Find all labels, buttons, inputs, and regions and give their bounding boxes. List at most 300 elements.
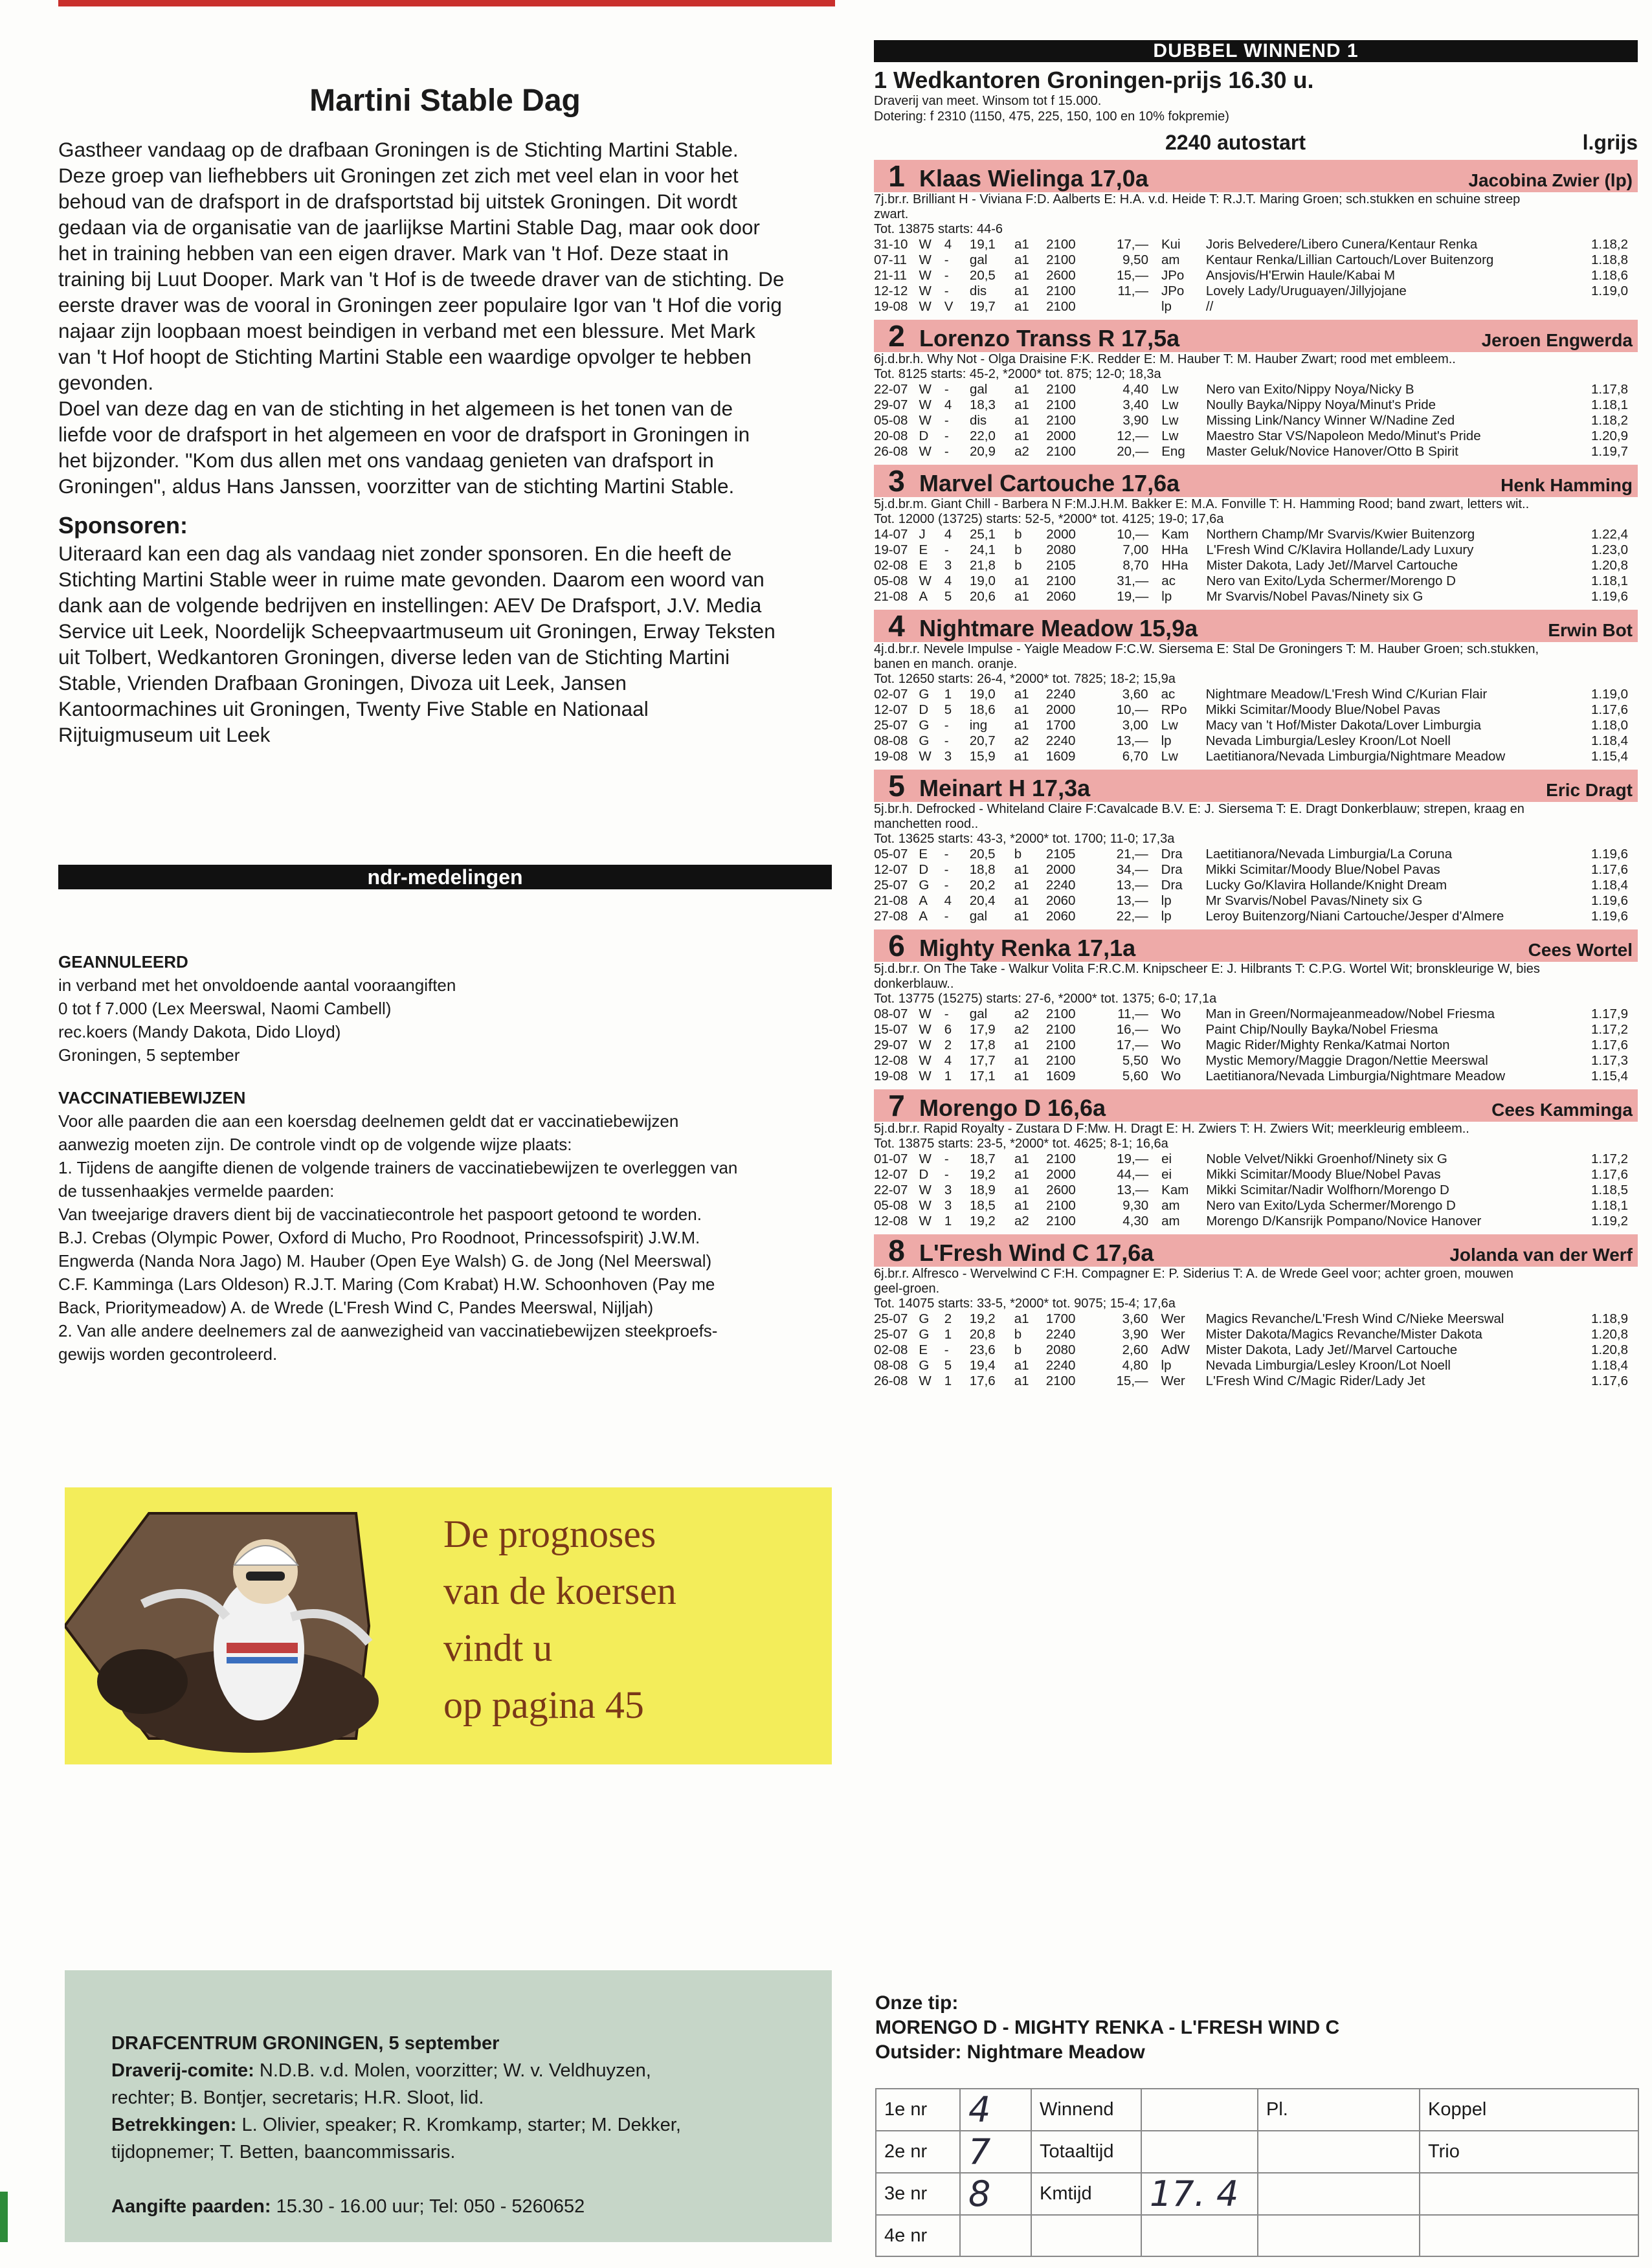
horse-name: Nightmare Meadow 15,9a [919, 615, 1198, 641]
horse-pedigree: manchetten rood.. [874, 817, 979, 831]
form-cell: 19,— [1117, 1151, 1149, 1166]
form-cell: a1 [1014, 862, 1029, 877]
form-cell: 1.18,1 [1591, 1198, 1628, 1213]
form-cell: 2060 [1045, 909, 1076, 924]
form-cell: W [919, 1198, 932, 1213]
race-column [874, 40, 1638, 1394]
form-cell: a1 [1014, 1373, 1029, 1388]
form-row [874, 299, 1628, 315]
form-row [874, 573, 1628, 589]
handwritten-entry[interactable]: 17. 4 [1141, 2173, 1258, 2215]
form-cell: Kui [1161, 237, 1181, 252]
form-cell: 02-08 [874, 558, 908, 573]
horse-name: Morengo D 16,6a [919, 1095, 1106, 1121]
form-cell: 1 [944, 687, 952, 702]
form-cell: 1.22,4 [1591, 527, 1628, 542]
form-cell: 17,6 [969, 1373, 996, 1388]
form-cell: 31-10 [874, 237, 908, 252]
handwritten-entry[interactable] [1141, 2215, 1258, 2256]
form-cell: 17,— [1116, 1038, 1148, 1052]
form-cell: gal [969, 382, 988, 397]
form-cell: a1 [1014, 268, 1029, 283]
form-cell: W [919, 1022, 932, 1037]
form-cell: 2000 [1045, 702, 1076, 717]
form-cell: 1609 [1045, 749, 1076, 764]
form-cell: lp [1161, 909, 1172, 924]
form-cell: Macy van 't Hof/Mister Dakota/Lover Limburgia [1205, 718, 1482, 733]
vaccination-line: B.J. Crebas (Olympic Power, Oxford di Mucho, Pro Roodnoot, Princessofspirit) J.W.M. [58, 1228, 700, 1247]
info-comite: Draverij-comite: N.D.B. v.d. Molen, voorzitter; W. v. Veldhuyzen, rechter; B. Bontjer, secretaris; H.R. Sloot, lid. [111, 2060, 651, 2108]
form-cell: 4,30 [1122, 1214, 1149, 1228]
form-cell: 2240 [1045, 733, 1076, 748]
handwritten-entry[interactable]: 4 [960, 2089, 1031, 2131]
vaccination-line: Back, Prioritymeadow) A. de Wrede (L'Fresh Wind C, Pandes Meerswal, Nijljah) [58, 1298, 654, 1317]
form-cell: G [919, 687, 930, 702]
grid-cell[interactable] [1258, 2173, 1420, 2215]
grid-cell[interactable]: Totaaltijd [1031, 2131, 1141, 2173]
form-cell: 1609 [1045, 1069, 1076, 1084]
horse-header [874, 1234, 1638, 1267]
form-cell: a1 [1014, 1038, 1029, 1052]
form-cell: 24,1 [969, 542, 996, 557]
form-cell: 20-08 [874, 428, 908, 443]
form-cell: a1 [1014, 749, 1029, 764]
form-cell: a1 [1014, 702, 1029, 717]
form-cell: HHa [1161, 558, 1189, 573]
form-cell: Maestro Star VS/Napoleon Medo/Minut's Pride [1206, 428, 1481, 443]
form-cell: Mystic Memory/Maggie Dragon/Nettie Meerswal [1205, 1053, 1488, 1068]
form-cell: 18,6 [969, 702, 996, 717]
form-cell: 13,— [1116, 733, 1148, 748]
form-cell: 1.18,2 [1591, 413, 1628, 428]
form-cell: A [919, 909, 928, 924]
form-cell: 5 [944, 1358, 952, 1373]
form-cell: W [919, 382, 932, 397]
form-cell: 2105 [1046, 558, 1076, 573]
intro-line: Doel van deze dag en van de stichting in het algemeen is het tonen van de [58, 397, 733, 420]
form-cell: 12-07 [874, 862, 908, 877]
horse-form-table [874, 237, 1628, 315]
form-cell: 25-07 [874, 718, 908, 733]
horse-pedigree: zwart. [874, 207, 909, 221]
form-cell: 1.20,9 [1591, 428, 1628, 443]
form-cell: Paint Chip/Noully Bayka/Nobel Friesma [1205, 1022, 1438, 1037]
form-cell: 1.18,1 [1591, 397, 1628, 412]
form-cell: Wer [1161, 1327, 1185, 1342]
form-cell: 2100 [1045, 1038, 1076, 1052]
form-cell: V [944, 299, 954, 314]
handwritten-entry[interactable]: 7 [960, 2131, 1031, 2173]
form-cell: a1 [1014, 893, 1029, 908]
form-cell: - [944, 444, 949, 459]
horse-pedigree: Tot. 13875 starts: 44-6 [874, 222, 1003, 236]
grid-cell[interactable] [1420, 2173, 1638, 2215]
form-cell: 1.17,6 [1591, 702, 1628, 717]
grid-row [876, 2173, 1638, 2215]
form-cell: gal [969, 252, 988, 267]
form-cell: 3 [944, 749, 952, 764]
form-cell: 2100 [1045, 1053, 1076, 1068]
vaccination-line: Voor alle paarden die aan een koersdag deelnemen geldt dat er vaccinatiebewijzen [58, 1111, 679, 1131]
form-cell: Lovely Lady/Uruguayen/Jillyjojane [1205, 284, 1407, 298]
horse-pedigree: geel-groen. [874, 1282, 940, 1296]
form-cell: a1 [1014, 252, 1029, 267]
form-cell: 2000 [1046, 428, 1076, 443]
form-cell: ei [1161, 1151, 1172, 1166]
form-cell: W [919, 749, 932, 764]
form-cell: 02-07 [874, 687, 908, 702]
form-cell: - [944, 268, 949, 283]
horse-entry [874, 1089, 1638, 1229]
form-cell: 11,— [1117, 284, 1148, 298]
form-cell: 27-08 [874, 909, 908, 924]
form-cell: JPo [1161, 284, 1185, 298]
form-cell: Dra [1161, 878, 1183, 893]
form-cell: 1.18,6 [1591, 268, 1628, 283]
horse-entry [874, 160, 1638, 315]
horse-driver: Jolanda van der Werf [1449, 1245, 1633, 1265]
form-cell: 19,4 [969, 1358, 996, 1373]
race-distance-row [874, 131, 1638, 155]
intro-line: Groningen", aldus Hans Janssen, voorzitter van de stichting Martini Stable. [58, 474, 735, 498]
form-cell: a1 [1014, 1183, 1029, 1197]
handwritten-entry[interactable]: 8 [960, 2173, 1031, 2215]
form-cell: 12-07 [874, 1167, 908, 1182]
form-cell: 2 [944, 1038, 952, 1052]
form-row [874, 1311, 1628, 1327]
form-cell: a2 [1014, 444, 1029, 459]
form-cell: 4 [944, 527, 952, 542]
form-cell: 1.17,3 [1591, 1053, 1628, 1068]
grid-cell[interactable]: 3e nr [876, 2173, 960, 2215]
form-row [874, 1151, 1628, 1167]
form-cell: Nevada Limburgia/Lesley Kroon/Lot Noell [1205, 733, 1451, 748]
form-cell: Wo [1161, 1053, 1181, 1068]
horse-number: 1 [888, 159, 905, 193]
form-cell: 19,— [1117, 589, 1149, 604]
form-cell: 4,40 [1122, 382, 1149, 397]
form-row [874, 268, 1628, 284]
grid-cell[interactable] [1258, 2131, 1420, 2173]
form-cell: 22,0 [969, 428, 996, 443]
handwritten-entry[interactable] [960, 2215, 1031, 2256]
grid-cell[interactable]: Kmtijd [1031, 2173, 1141, 2215]
form-cell: 2080 [1046, 542, 1076, 557]
form-cell: 1.19,6 [1591, 909, 1628, 924]
form-cell: 19-08 [874, 299, 908, 314]
article-title: Martini Stable Dag [309, 83, 581, 118]
intro-line: het in training hebben van een eigen draver. Mark van 't Hof. Deze staat in [58, 241, 729, 265]
grid-cell[interactable]: Koppel [1420, 2089, 1638, 2131]
form-cell: b [1014, 847, 1022, 862]
intro-line: najaar zijn loopbaan moest beindigen in verband met een blessure. Met Mark [58, 319, 755, 342]
form-cell: 1.17,6 [1591, 1038, 1628, 1052]
sponsors-text [58, 540, 832, 748]
form-cell: Nero van Exito/Lyda Schermer/Morengo D [1206, 1198, 1456, 1213]
form-cell: 3,40 [1122, 397, 1149, 412]
horse-pedigree: 5j.d.br.m. Giant Chill - Barbera N F:M.J.H.M. Bakker E: M.A. Fonville T: H. Hamming Rood; band zwart, letters wit.. [874, 497, 1530, 511]
promo-line: op pagina 45 [443, 1684, 644, 1726]
grid-cell[interactable]: 1e nr [876, 2089, 960, 2131]
form-cell: 1.18,4 [1591, 733, 1628, 748]
form-cell: 19-08 [874, 1069, 908, 1084]
tip-picks: MORENGO D - MIGHTY RENKA - L'FRESH WIND C [875, 2017, 1340, 2038]
form-cell: lp [1161, 733, 1172, 748]
horse-pedigree: donkerblauw.. [874, 977, 954, 991]
form-cell: 5,60 [1122, 1069, 1148, 1084]
form-cell: W [919, 1038, 932, 1052]
form-cell: 08-07 [874, 1006, 908, 1021]
form-cell: dis [969, 413, 987, 428]
form-cell: JPo [1161, 268, 1185, 283]
form-cell: Dra [1161, 847, 1183, 862]
form-cell: 3,00 [1122, 718, 1148, 733]
form-cell: W [919, 299, 932, 314]
handwritten-entry[interactable] [1141, 2089, 1258, 2131]
grid-cell[interactable]: Trio [1420, 2131, 1638, 2173]
form-cell: 1 [944, 1327, 952, 1342]
form-cell: a2 [1014, 1006, 1029, 1021]
form-cell: 15,— [1116, 268, 1148, 283]
form-cell: 1700 [1045, 1311, 1076, 1326]
form-cell: 3,90 [1122, 413, 1149, 428]
form-cell: 1.18,0 [1591, 718, 1628, 733]
form-cell: 2240 [1045, 687, 1076, 702]
grid-cell[interactable]: Pl. [1258, 2089, 1420, 2131]
form-cell: 8,70 [1122, 558, 1149, 573]
form-cell [1097, 299, 1161, 315]
form-cell: Missing Link/Nancy Winner W/Nadine Zed [1206, 413, 1455, 428]
horse-pedigree: 6j.d.br.h. Why Not - Olga Draisine F:K. Redder E: M. Hauber T: M. Hauber Zwart; rood met embleem.. [874, 352, 1456, 366]
form-cell: 19,0 [969, 573, 996, 588]
form-cell: a1 [1014, 1311, 1029, 1326]
form-cell: Mr Svarvis/Nobel Pavas/Ninety six G [1206, 589, 1423, 604]
form-cell: D [919, 1167, 929, 1182]
form-cell: 1.17,2 [1591, 1151, 1628, 1166]
form-cell: 1 [944, 1069, 952, 1084]
form-cell: Ansjovis/H'Erwin Haule/Kabai M [1205, 268, 1396, 283]
form-cell: E [919, 558, 928, 573]
form-row [874, 862, 1628, 878]
form-row [874, 237, 1628, 252]
horse-header [874, 1089, 1638, 1122]
form-cell: 12-08 [874, 1214, 908, 1228]
grid-cell[interactable] [1258, 2215, 1420, 2256]
form-cell: Noully Bayka/Nippy Noya/Minut's Pride [1206, 397, 1436, 412]
form-cell: 19-07 [874, 542, 908, 557]
sponsors-line: Uiteraard kan een dag als vandaag niet zonder sponsoren. En die heeft de [58, 542, 732, 565]
form-cell: 44,— [1117, 1167, 1149, 1182]
geannuleerd-heading: GEANNULEERD [58, 952, 188, 972]
form-row [874, 1006, 1628, 1022]
intro-line: gedaan via de organisatie van de jaarlijkse Martini Stable Dag, maar ook door [58, 216, 760, 239]
grid-cell[interactable]: 4e nr [876, 2215, 960, 2256]
form-cell: 29-07 [874, 1038, 908, 1052]
form-cell: 1.20,8 [1591, 1327, 1628, 1342]
form-cell: 1.17,6 [1591, 1373, 1628, 1388]
form-cell: 1.15,4 [1591, 749, 1628, 764]
horse-form-table [874, 847, 1628, 924]
form-cell: a1 [1014, 1198, 1029, 1213]
form-cell: W [919, 1053, 932, 1068]
form-cell: AdW [1161, 1342, 1190, 1357]
form-cell: Mister Dakota, Lady Jet//Marvel Cartouche [1205, 1342, 1458, 1357]
form-cell: G [919, 1311, 930, 1326]
form-row [874, 687, 1628, 702]
sponsors-line: uit Tolbert, Wedkantoren Groningen, diverse leden van de Stichting Martini [58, 645, 730, 669]
form-cell: 19,0 [969, 687, 996, 702]
form-row [874, 1327, 1628, 1342]
grid-cell[interactable] [1420, 2215, 1638, 2256]
form-cell: 5 [944, 589, 952, 604]
info-aangifte: Aangifte paarden: 15.30 - 16.00 uur; Tel: 050 - 5260652 [111, 2196, 585, 2217]
form-cell: - [944, 733, 949, 748]
form-cell: 4 [944, 1053, 952, 1068]
form-cell: W [919, 237, 932, 252]
grid-cell[interactable]: 2e nr [876, 2131, 960, 2173]
form-row [874, 397, 1628, 413]
form-cell: lp [1161, 893, 1172, 908]
form-row [874, 1069, 1628, 1084]
form-cell: 34,— [1116, 862, 1148, 877]
form-cell: 2100 [1045, 1006, 1076, 1021]
vaccination-line: 2. Van alle andere deelnemers zal de aanwezigheid van vaccinatiebewijzen steekproefs- [58, 1321, 718, 1340]
horse-form-table [874, 527, 1628, 605]
intro-line: van 't Hof hoopt de Stichting Martini Stable een waardige opvolger te hebben [58, 345, 752, 368]
form-cell: ac [1161, 687, 1176, 702]
form-row [874, 1358, 1628, 1373]
form-cell: 21-08 [874, 893, 908, 908]
form-cell: a2 [1014, 1214, 1029, 1228]
form-cell: b [1014, 1327, 1022, 1342]
horse-driver: Cees Kamminga [1491, 1100, 1633, 1120]
form-cell: 6,70 [1122, 749, 1148, 764]
form-cell: - [944, 718, 949, 733]
form-cell: Mister Dakota/Magics Revanche/Mister Dakota [1205, 1327, 1482, 1342]
horse-pedigree: 4j.d.br.r. Nevele Impulse - Yaigle Meadow F:C.W. Siersema E: Stal De Groningers T: M. Hauber Groen; sch.stukken, [874, 642, 1539, 656]
form-cell: 20,5 [969, 268, 996, 283]
form-cell: Noble Velvet/Nikki Groenhof/Ninety six G [1206, 1151, 1447, 1166]
form-cell: 4 [944, 237, 952, 252]
form-cell: Nevada Limburgia/Lesley Kroon/Lot Noell [1205, 1358, 1451, 1373]
form-row [874, 1038, 1628, 1053]
form-cell: - [944, 542, 949, 557]
form-cell: 1.18,1 [1591, 573, 1628, 588]
form-cell: am [1161, 252, 1180, 267]
sponsors-line: Rijtuigmuseum uit Leek [58, 723, 271, 746]
form-cell: 2100 [1046, 382, 1076, 397]
form-row [874, 589, 1628, 605]
form-cell: Lw [1161, 382, 1179, 397]
horse-driver: Cees Wortel [1528, 940, 1633, 960]
horse-header [874, 929, 1638, 962]
form-cell: 21,8 [969, 558, 996, 573]
horse-pedigree: Tot. 12000 (13725) starts: 52-5, *2000* tot. 4125; 19-0; 17,6a [874, 512, 1224, 526]
form-cell: Lw [1161, 718, 1178, 733]
vaccination-line: de tussenhaakjes vermelde paarden: [58, 1181, 335, 1201]
horse-driver: Erwin Bot [1548, 620, 1633, 640]
form-row [874, 1373, 1628, 1389]
grid-cell[interactable] [1031, 2215, 1141, 2256]
form-cell: 23,6 [969, 1342, 996, 1357]
tip-outsider: Outsider: Nightmare Meadow [875, 2041, 1145, 2063]
form-cell: Nero van Exito/Lyda Schermer/Morengo D [1206, 573, 1456, 588]
form-cell: 18,9 [969, 1183, 996, 1197]
form-cell: Wo [1161, 1006, 1181, 1021]
grid-cell[interactable]: Winnend [1031, 2089, 1141, 2131]
handwritten-entry[interactable] [1141, 2131, 1258, 2173]
form-cell: 20,4 [969, 893, 996, 908]
form-cell: 13,— [1116, 893, 1148, 908]
form-cell: 1.18,4 [1591, 878, 1628, 893]
form-cell: 25-07 [874, 878, 908, 893]
page-edge-mark [0, 2192, 8, 2242]
form-cell: - [944, 1006, 949, 1021]
form-row [874, 428, 1628, 444]
form-cell: 19,2 [969, 1214, 996, 1228]
form-cell: 1.19,6 [1591, 589, 1628, 604]
sponsors-line: Service uit Leek, Noordelijk Scheepvaartmuseum uit Groningen, Erway Teksten [58, 619, 776, 643]
form-cell: a2 [1014, 1022, 1029, 1037]
form-cell: 12-12 [874, 284, 908, 298]
form-cell: Kam [1161, 527, 1189, 542]
form-cell: 18,3 [969, 397, 996, 412]
form-row [874, 1198, 1628, 1214]
info-heading: DRAFCENTRUM GRONINGEN, 5 september [111, 2033, 500, 2054]
form-row [874, 444, 1628, 460]
form-cell: 20,2 [969, 878, 996, 893]
form-cell: Wo [1161, 1038, 1181, 1052]
form-cell: L'Fresh Wind C/Magic Rider/Lady Jet [1205, 1373, 1425, 1388]
form-cell: Lw [1161, 749, 1178, 764]
race-prize: Dotering: f 2310 (1150, 475, 225, 150, 100 en 10% fokpremie) [874, 109, 1229, 124]
form-cell: gal [969, 1006, 988, 1021]
form-cell: D [919, 862, 929, 877]
form-cell: G [919, 1358, 930, 1373]
form-cell: 4 [944, 573, 952, 588]
form-cell: a1 [1014, 397, 1029, 412]
form-cell [1591, 299, 1628, 315]
form-row [874, 718, 1628, 733]
form-cell: 1.17,6 [1591, 1167, 1628, 1182]
article-intro [58, 137, 832, 499]
form-cell: Mikki Scimitar/Moody Blue/Nobel Pavas [1206, 1167, 1441, 1182]
form-cell: Eng [1161, 444, 1185, 459]
form-cell: J [919, 527, 926, 542]
geannuleerd-line: rec.koers (Mandy Dakota, Dido Lloyd) [58, 1022, 341, 1041]
form-cell: G [919, 1327, 930, 1342]
form-cell: L'Fresh Wind C/Klavira Hollande/Lady Luxury [1206, 542, 1474, 557]
form-cell: 17,7 [969, 1053, 996, 1068]
prediction-grid [875, 2088, 1639, 2257]
horse-pedigree: 7j.br.r. Brilliant H - Viviana F:D. Aalberts E: H.A. v.d. Heide T: R.J.T. Maring Groen; sch.stukken en schuine streep [874, 192, 1521, 206]
horse-header [874, 320, 1638, 352]
sponsors-heading: Sponsoren: [58, 512, 188, 539]
form-cell: Mikki Scimitar/Moody Blue/Nobel Pavas [1205, 862, 1440, 877]
horse-form-table [874, 1311, 1628, 1389]
form-cell: Nero van Exito/Nippy Noya/Nicky B [1206, 382, 1414, 397]
form-cell: b [1014, 527, 1022, 542]
vaccination-line: gewijs worden gecontroleerd. [58, 1344, 278, 1364]
form-cell: Laetitianora/Nevada Limburgia/Nightmare Meadow [1205, 749, 1506, 764]
form-cell: 1.17,9 [1591, 1006, 1628, 1021]
race-conditions: Draverij van meet. Winsom tot f 15.000. [874, 94, 1102, 108]
horse-list [874, 160, 1638, 1389]
form-cell: ing [969, 718, 988, 733]
form-cell: 10,— [1116, 702, 1148, 717]
form-cell: 2 [944, 1311, 952, 1326]
promo-line: vindt u [443, 1627, 553, 1669]
